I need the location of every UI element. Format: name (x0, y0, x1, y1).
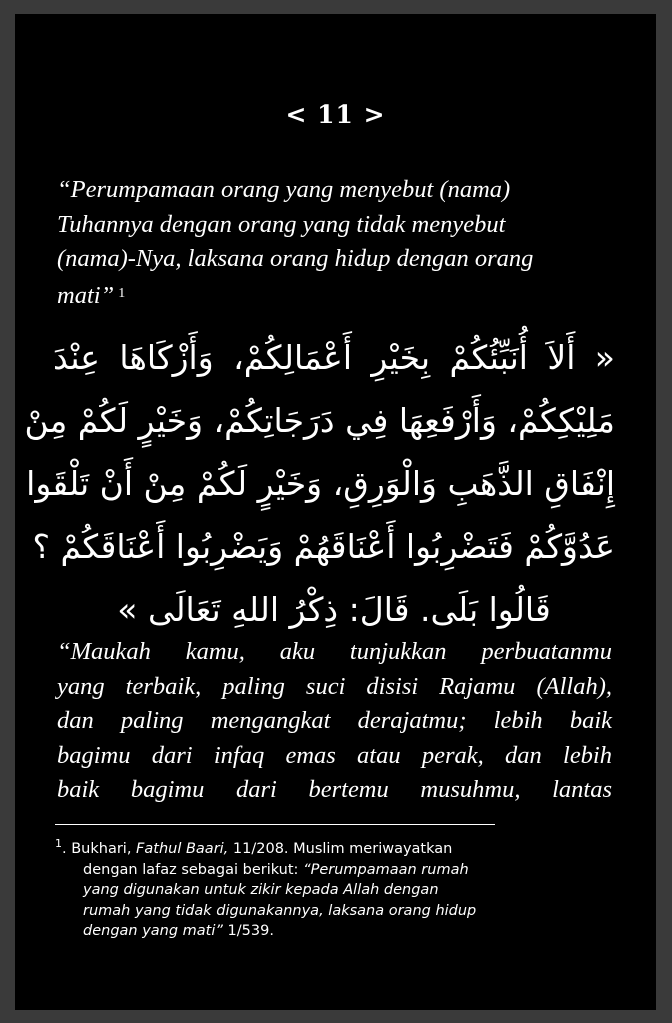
footnote-reference: 1 (118, 285, 126, 301)
opening-quote-line (57, 277, 612, 314)
footnote-marker: 1 (55, 837, 62, 850)
footnote-text: dengan lafaz sebagai berikut: (83, 861, 304, 878)
footnote-quote-text: “Perumpamaan rumah (303, 861, 469, 878)
hadith-arabic-text (24, 326, 615, 641)
footnote-line: yang digunakan untuk zikir kepada Allah dengan (83, 882, 439, 898)
footnote-book-title: Fathul Baari, (136, 841, 229, 857)
translation-line: yang terbaik, paling suci disisi Rajamu (Allah), (57, 672, 612, 700)
footnote-line (55, 834, 615, 860)
arabic-line: مَلِيْكِكُمْ، وَأَرْفَعِهَا فِي دَرَجَاتِكُمْ، وَخَيْرٍ لَكُمْ مِنْ (24, 401, 615, 440)
translation-line: dan paling mengangkat derajatmu; lebih baik (57, 707, 612, 734)
opening-quote-line: “Perumpamaan orang yang menyebut (nama) (57, 176, 511, 203)
opening-quote (57, 173, 612, 313)
book-page (15, 14, 656, 1010)
arabic-line: إِنْفَاقِ الذَّهَبِ وَالْوَرِقِ، وَخَيْرٍ لَكُمْ مِنْ أَنْ تَلْقَوا (26, 464, 615, 503)
opening-quote-line: (nama)-Nya, laksana orang hidup dengan orang (57, 245, 534, 272)
arabic-line: قَالُوا بَلَى. قَالَ: ذِكْرُ اللهِ تَعَالَى » (117, 590, 551, 629)
footnote-line: rumah yang tidak digunakannya, laksana orang hidup (83, 902, 477, 919)
arabic-line: عَدُوَّكُمْ فَتَضْرِبُوا أَعْنَاقَهُمْ وَيَضْرِبُوا أَعْنَاقَكُمْ ؟ (32, 527, 615, 566)
opening-quote-line: Tuhannya dengan orang yang tidak menyebut (57, 210, 506, 238)
footnote-text: 1/539. (222, 923, 274, 939)
opening-quote-last-words: mati” (57, 281, 115, 309)
footnote-text: 11/208. Muslim meriwayatkan (228, 841, 453, 857)
footnote-line (55, 860, 615, 881)
footnote-divider (55, 824, 495, 825)
page-number: < 11 > (285, 100, 386, 129)
translation-line: bagimu dari infaq emas atau perak, dan lebih (57, 741, 612, 769)
footnote-text: . Bukhari, (62, 841, 137, 857)
translation-quote (57, 635, 612, 808)
footnote (55, 834, 615, 942)
translation-line: baik bagimu dari bertemu musuhmu, lantas (57, 776, 612, 803)
footnote-quote-text: dengan yang mati” (83, 923, 223, 939)
translation-line: “Maukah kamu, aku tunjukkan perbuatanmu (57, 638, 612, 665)
footnote-line (55, 921, 615, 942)
arabic-line: « أَلاَ أُنَبِّئُكُمْ بِخَيْرِ أَعْمَالِكُمْ، وَأَزْكَاهَا عِنْدَ (53, 338, 615, 377)
